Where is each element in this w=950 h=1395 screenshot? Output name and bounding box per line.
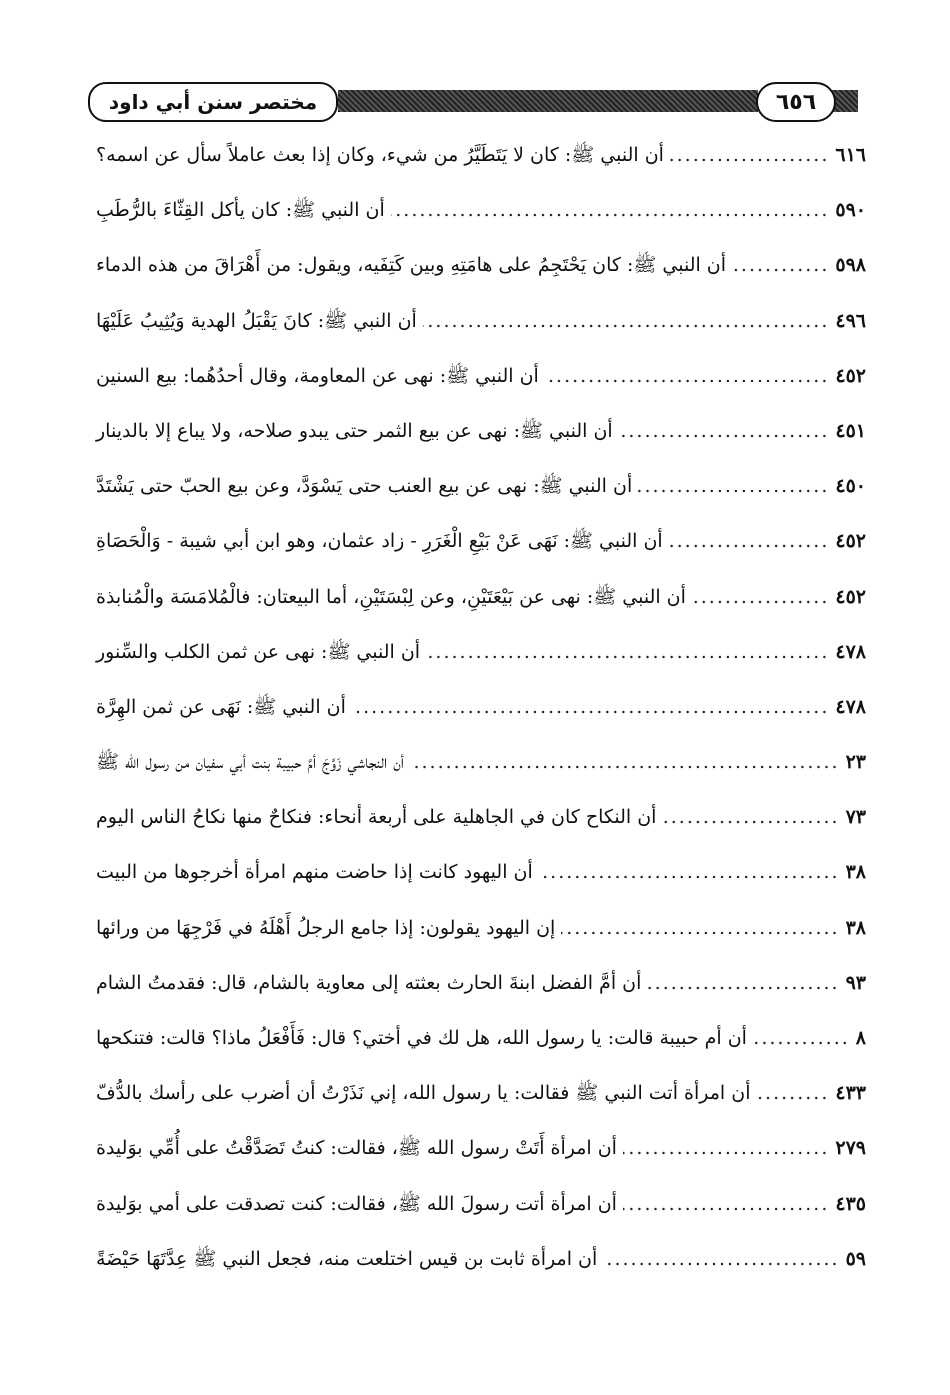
entry-page-number: ٤٧٨ xyxy=(835,695,866,718)
entry-page-number: ٤٥٠ xyxy=(835,475,866,498)
entry-text: أن النبي ﷺ: نهى عن ثمن الكلب والسِّنور xyxy=(96,640,421,663)
leader-dots xyxy=(732,238,829,293)
book-title: مختصر سنن أبي داود xyxy=(88,82,338,122)
index-entry xyxy=(96,459,866,514)
index-entry xyxy=(96,1121,866,1176)
entry-text: أن النبي ﷺ: نهى عن المعاومة، وقال أحدُهُما: بيع السنين xyxy=(96,364,539,387)
leader-dots xyxy=(669,514,830,569)
page-number: ٦٥٦ xyxy=(756,82,836,122)
entry-page-number: ٤٣٣ xyxy=(835,1082,866,1105)
entry-text: أن النبي ﷺ: نَهَى عن ثمن الهِرَّة xyxy=(96,695,346,718)
entry-page-number: ٢٣ xyxy=(845,751,866,774)
index-entry xyxy=(96,128,866,183)
entry-page-number: ٢٧٩ xyxy=(835,1137,866,1160)
index-entry xyxy=(96,404,866,459)
entry-page-number: ٥٩٠ xyxy=(835,199,866,222)
index-entry xyxy=(96,1011,866,1066)
entry-page-number: ٧٣ xyxy=(845,806,866,829)
entry-text: أن النبي ﷺ: نهى عن بَيْعَتَيْنِ، وعن لِبْسَتَيْنِ، أما البيعتان: فالْمُلامَسَة والْمُنابذة xyxy=(96,585,686,608)
entry-text: أن النكاح كان في الجاهلية على أربعة أنحاء: فنكاحٌ منها نكاحُ الناس اليوم xyxy=(96,806,657,829)
leader-dots xyxy=(619,404,830,459)
entry-page-number: ٥٩ xyxy=(845,1247,866,1270)
leader-dots xyxy=(423,294,830,349)
leader-dots xyxy=(662,790,839,845)
index-entry xyxy=(96,680,866,735)
index-entry xyxy=(96,901,866,956)
leader-dots xyxy=(756,1066,829,1121)
entry-text: أن أم حبيبة قالت: يا رسول الله، هل لك في أختي؟ قال: فَأَفْعَلُ ماذا؟ قالت: فتنكحها xyxy=(96,1027,747,1049)
leader-dots xyxy=(692,570,829,625)
entry-text: أن النبي ﷺ: نَهَى عَنْ بَيْعِ الْغَرَرِ - زاد عثمان، وهو ابن أبي شيبة - وَالْحَصَاةِ xyxy=(96,530,663,553)
index-entry xyxy=(96,956,866,1011)
entry-page-number: ٤٣٥ xyxy=(835,1192,866,1215)
entry-page-number: ٤٥٢ xyxy=(835,585,866,608)
entry-page-number: ٥٩٨ xyxy=(835,254,866,277)
index-entry xyxy=(96,514,866,569)
leader-dots xyxy=(410,735,840,790)
entry-text: أن النبي ﷺ: كان لا يَتَطَيَّرُ من شيء، وكان إذا بعث عاملاً سأل عن اسمه؟ xyxy=(96,144,664,166)
entry-text: أن النجاشي زَوَّجَ أمَّ حبيبة بنت أبي سفيان من رسول الله ﷺ xyxy=(96,751,404,774)
entry-text: أن النبي ﷺ: كان يأكل القِثّاءَ بالرُّطَبِ xyxy=(96,199,385,222)
leader-dots xyxy=(561,901,839,956)
entry-text: أن أمَّ الفضل ابنةَ الحارث بعثته إلى معاوية بالشام، قال: فقدمتُ الشام xyxy=(96,971,642,994)
entry-text: أن امرأة أتت رسولَ الله ﷺ، فقالت: كنت تصدقت على أمي بوَليدة xyxy=(96,1192,617,1215)
entry-page-number: ٨ xyxy=(855,1027,866,1049)
entry-text: أن النبي ﷺ: كانَ يَقْبَلُ الهدية وَيُثِيبُ عَلَيْهَا xyxy=(96,309,417,332)
entry-text: أن امرأة ثابت بن قيس اختلعت منه، فجعل النبي ﷺ عِدَّتَهَا حَيْضَةً xyxy=(96,1247,598,1270)
leader-dots xyxy=(647,956,839,1011)
leader-dots xyxy=(623,1121,829,1176)
entry-page-number: ٣٨ xyxy=(845,861,866,884)
index-entry xyxy=(96,294,866,349)
leader-dots xyxy=(753,1011,850,1066)
leader-dots xyxy=(426,625,829,680)
header-decorative-bar xyxy=(338,90,758,112)
entry-text: أن امرأة أَتَتْ رسول الله ﷺ، فقالت: كنتُ تَصَدَّقْتُ على أُمِّي بوَليدة xyxy=(96,1137,617,1160)
index-entry xyxy=(96,570,866,625)
entry-text: أن النبي ﷺ: كان يَحْتَجِمُ على هامَتِهِ وبين كَتِفَيه، ويقول: من أَهْرَاقَ من هذه الدماء xyxy=(96,254,727,277)
leader-dots xyxy=(603,1232,839,1287)
entry-text: أن امرأة أتت النبي ﷺ فقالت: يا رسول الله، إني نَذَرْتُ أن أضرب على رأسك بالدُّفّ xyxy=(96,1082,751,1105)
entry-text: إن اليهود يقولون: إذا جامع الرجلُ أَهْلَهُ في فَرْجِهَا من ورائها xyxy=(96,916,556,939)
index-entry xyxy=(96,1232,866,1287)
leader-dots xyxy=(670,128,829,183)
index-entry xyxy=(96,349,866,404)
leader-dots xyxy=(352,680,829,735)
entry-page-number: ٤٧٨ xyxy=(835,640,866,663)
index-entry xyxy=(96,845,866,900)
leader-dots xyxy=(623,1177,829,1232)
leader-dots xyxy=(638,459,829,514)
entry-page-number: ٩٣ xyxy=(845,971,866,994)
index-entry xyxy=(96,1177,866,1232)
index-entry xyxy=(96,1066,866,1121)
entry-text: أن النبي ﷺ: نهى عن بيع الثمر حتى يبدو صلاحه، ولا يباع إلا بالدينار xyxy=(96,419,613,442)
leader-dots xyxy=(391,183,830,238)
entry-page-number: ٤٥١ xyxy=(835,419,866,442)
entry-page-number: ٦١٦ xyxy=(835,144,866,166)
index-entry xyxy=(96,735,866,790)
index-entry xyxy=(96,625,866,680)
index-entry xyxy=(96,790,866,845)
index-entry xyxy=(96,238,866,293)
entry-page-number: ٤٩٦ xyxy=(835,309,866,332)
entry-page-number: ٤٥٢ xyxy=(835,364,866,387)
entry-text: أن النبي ﷺ: نهى عن بيع العنب حتى يَسْوَدَّ، وعن بيع الحبّ حتى يَشْتَدَّ xyxy=(96,475,633,498)
entry-text: أن اليهود كانت إذا حاضت منهم امرأة أخرجوها من البيت xyxy=(96,861,533,884)
index-list xyxy=(96,128,866,1287)
index-entry xyxy=(96,183,866,238)
page-header xyxy=(88,82,858,124)
entry-page-number: ٣٨ xyxy=(845,916,866,939)
leader-dots xyxy=(545,349,830,404)
entry-page-number: ٤٥٢ xyxy=(835,530,866,553)
leader-dots xyxy=(539,845,840,900)
